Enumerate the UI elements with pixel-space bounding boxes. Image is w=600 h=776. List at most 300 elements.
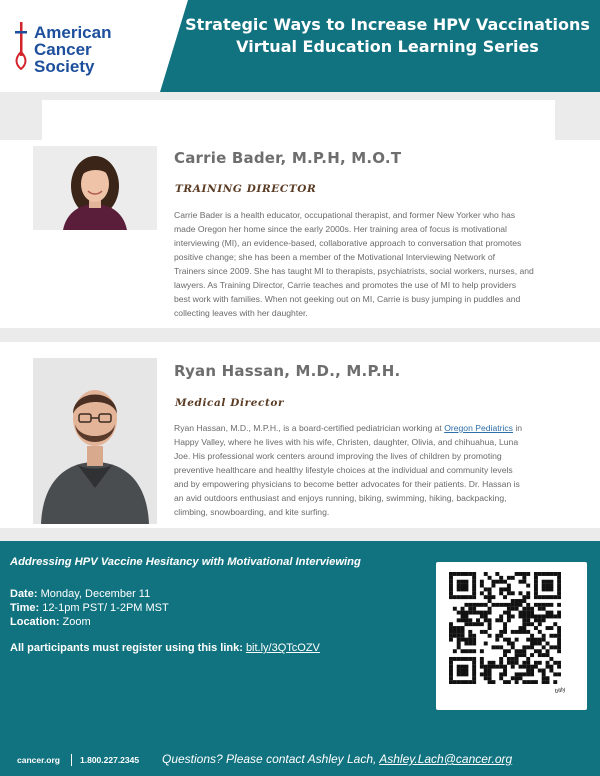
qr-module [526, 661, 530, 665]
qr-module [449, 634, 453, 638]
qr-module [515, 661, 519, 665]
qr-module [472, 595, 476, 599]
qr-module [472, 591, 476, 595]
qr-module [449, 587, 453, 591]
qr-module [449, 580, 453, 584]
qr-module [457, 580, 461, 584]
qr-module [449, 680, 453, 684]
qr-module [472, 669, 476, 673]
qr-module [449, 622, 453, 626]
footer-site-link[interactable]: cancer.org [17, 755, 60, 765]
speaker-photo-carrie [33, 146, 157, 230]
qr-module [519, 653, 523, 657]
qr-module [488, 587, 492, 591]
qr-module [522, 576, 526, 580]
qr-module [511, 676, 515, 680]
qr-module [457, 680, 461, 684]
bio-line: made Oregon her home since the early 2000s. Her training area of focus is motivational [174, 224, 507, 234]
qr-module [522, 649, 526, 653]
qr-module [461, 634, 465, 638]
qr-module [519, 630, 523, 634]
qr-module [484, 630, 488, 634]
qr-module [538, 622, 542, 626]
qr-module [526, 614, 530, 618]
qr-module [557, 638, 561, 642]
qr-module [468, 603, 472, 607]
qr-module [534, 572, 538, 576]
qr-module [546, 587, 550, 591]
qr-module [549, 584, 553, 588]
qr-module [461, 572, 465, 576]
qr-module [522, 630, 526, 634]
qr-module [472, 607, 476, 611]
qr-module [495, 603, 499, 607]
qr-module [503, 669, 507, 673]
qr-module [484, 614, 488, 618]
qr-module [515, 607, 519, 611]
qr-module [472, 638, 476, 642]
qr-module [484, 676, 488, 680]
title-line-1: Strategic Ways to Increase HPV Vaccinations [185, 15, 590, 34]
qr-module [519, 649, 523, 653]
qr-module [542, 572, 546, 576]
qr-module [511, 599, 515, 603]
qr-module [449, 584, 453, 588]
qr-module [503, 630, 507, 634]
qr-module [499, 614, 503, 618]
qr-module [464, 672, 468, 676]
qr-module [522, 665, 526, 669]
qr-module [507, 591, 511, 595]
qr-module [461, 607, 465, 611]
qr-module [491, 680, 495, 684]
qr-module [515, 672, 519, 676]
qr-module [472, 680, 476, 684]
qr-module [530, 642, 534, 646]
qr-module [464, 603, 468, 607]
qr-module [557, 626, 561, 630]
qr-module [511, 661, 515, 665]
qr-module [495, 645, 499, 649]
qr-module [472, 676, 476, 680]
qr-module [472, 576, 476, 580]
american-cancer-society-logo[interactable] [12, 20, 152, 80]
speaker-name-carrie: Carrie Bader, M.P.H, M.O.T [174, 149, 402, 167]
qr-module [464, 580, 468, 584]
qr-module [491, 595, 495, 599]
qr-module [515, 653, 519, 657]
qr-module [457, 672, 461, 676]
qr-module [530, 634, 534, 638]
qr-module [534, 591, 538, 595]
bio-line: Happy Valley, where he lives with his wife, Christen, daughter, Olivia, and chihuahua, Luna [174, 437, 519, 447]
qr-module [507, 680, 511, 684]
qr-module [553, 634, 557, 638]
qr-module [468, 634, 472, 638]
qr-module [499, 580, 503, 584]
qr-module [499, 591, 503, 595]
qr-module [488, 634, 492, 638]
qr-module [507, 657, 511, 661]
qr-module [488, 661, 492, 665]
qr-module [461, 630, 465, 634]
qr-module [488, 599, 492, 603]
qr-module [507, 649, 511, 653]
qr-module [472, 672, 476, 676]
time-value: 12-1pm PST/ 1-2PM MST [39, 602, 169, 614]
qr-module [468, 595, 472, 599]
qr-module [530, 611, 534, 615]
qr-module [449, 595, 453, 599]
qr-module [495, 638, 499, 642]
qr-module [557, 665, 561, 669]
qr-module [553, 595, 557, 599]
qr-module [457, 572, 461, 576]
qr-module [507, 642, 511, 646]
qr-module [519, 626, 523, 630]
logo-line-1: American [34, 23, 112, 42]
bio-line: collecting leaves with her daughter. [174, 308, 308, 318]
qr-module [546, 649, 550, 653]
bio-line: lawyers. As Training Director, Carrie teaches and promotes the use of MI to help providers [174, 280, 516, 290]
qr-module [526, 603, 530, 607]
qr-module [457, 611, 461, 615]
qr-module [549, 645, 553, 649]
qr-module [468, 611, 472, 615]
qr-module [464, 611, 468, 615]
qr-module [449, 572, 453, 576]
qr-module [484, 618, 488, 622]
qr-module [538, 572, 542, 576]
qr-module [538, 607, 542, 611]
qr-module [522, 572, 526, 576]
qr-module [549, 634, 553, 638]
qr-module [553, 614, 557, 618]
qr-module [484, 672, 488, 676]
qr-module [468, 642, 472, 646]
location-label: Location: [10, 616, 60, 628]
qr-module [526, 584, 530, 588]
qr-module [546, 626, 550, 630]
page-title [185, 14, 590, 58]
qr-module [542, 603, 546, 607]
qr-module [453, 595, 457, 599]
qr-module [488, 622, 492, 626]
qr-module [542, 638, 546, 642]
qr-module [538, 630, 542, 634]
qr-module [472, 661, 476, 665]
qr-module [511, 630, 515, 634]
qr-module [515, 676, 519, 680]
qr-module [457, 595, 461, 599]
qr-module [449, 638, 453, 642]
qr-module [542, 669, 546, 673]
qr-module [530, 665, 534, 669]
qr-module [534, 680, 538, 684]
qr-module [522, 618, 526, 622]
qr-module [449, 661, 453, 665]
qr-module [495, 580, 499, 584]
qr-module [534, 661, 538, 665]
qr-module [503, 611, 507, 615]
qr-module [499, 676, 503, 680]
qr-module [511, 665, 515, 669]
qr-module [472, 584, 476, 588]
qr-module [461, 657, 465, 661]
qr-module [499, 661, 503, 665]
qr-module [472, 611, 476, 615]
qr-module [461, 669, 465, 673]
qr-module [476, 622, 480, 626]
bio-line: positive change; she has been a member of the Motivational Interviewing Network of [174, 252, 496, 262]
qr-module [503, 672, 507, 676]
speaker-role-carrie: TRAINING DIRECTOR [175, 183, 317, 195]
qr-module [464, 618, 468, 622]
qr-module [472, 572, 476, 576]
qr-module [522, 622, 526, 626]
qr-module [542, 607, 546, 611]
qr-module [538, 642, 542, 646]
qr-module [468, 607, 472, 611]
qr-module [534, 665, 538, 669]
qr-module [464, 614, 468, 618]
qr-module [549, 595, 553, 599]
qr-module [557, 645, 561, 649]
qr-module [457, 634, 461, 638]
qr-module [449, 665, 453, 669]
bio-line-suffix: in [512, 423, 523, 433]
qr-module [549, 665, 553, 669]
qr-module [526, 622, 530, 626]
qr-module [542, 672, 546, 676]
qr-module [546, 584, 550, 588]
register-link[interactable]: bit.ly/3QTcOZV [245, 642, 320, 654]
qr-module [499, 657, 503, 661]
bio-line: an avid outdoors enthusiast and enjoys running, biking, swimming, hiking, backpacking, [174, 493, 507, 503]
qr-module [453, 680, 457, 684]
qr-module [549, 572, 553, 576]
qr-module [542, 587, 546, 591]
qr-module [457, 657, 461, 661]
qr-module [534, 642, 538, 646]
footer-contact [162, 752, 512, 766]
qr-module [503, 587, 507, 591]
qr-module [511, 591, 515, 595]
qr-module [507, 661, 511, 665]
qr-module [511, 642, 515, 646]
qr-module [488, 676, 492, 680]
qr-module [538, 638, 542, 642]
qr-module [472, 580, 476, 584]
qr-module [519, 614, 523, 618]
qr-module [484, 642, 488, 646]
qr-module [519, 611, 523, 615]
qr-module [461, 584, 465, 588]
qr-module [557, 584, 561, 588]
qr-module [522, 645, 526, 649]
qr-module [522, 626, 526, 630]
qr-module [522, 580, 526, 584]
qr-module [464, 638, 468, 642]
qr-module [499, 587, 503, 591]
bio-line: and by empowering physicians to become better advocates for their patients. Dr. Hassan is [174, 479, 520, 489]
qr-module [526, 657, 530, 661]
qr-module [491, 665, 495, 669]
qr-module [534, 576, 538, 580]
qr-module [534, 618, 538, 622]
qr-module [449, 676, 453, 680]
qr-module [472, 634, 476, 638]
qr-module [511, 645, 515, 649]
qr-module [549, 657, 553, 661]
qr-module [488, 611, 492, 615]
qr-brand: bitly [554, 686, 567, 696]
qr-module [546, 595, 550, 599]
qr-module [476, 618, 480, 622]
qr-module [526, 680, 530, 684]
qr-module [522, 595, 526, 599]
qr-module [546, 572, 550, 576]
qr-module [488, 665, 492, 669]
qr-module [468, 680, 472, 684]
qr-module [499, 645, 503, 649]
qr-module [515, 649, 519, 653]
qr-module [449, 669, 453, 673]
qr-module [526, 607, 530, 611]
qr-module [511, 603, 515, 607]
qr-module [464, 665, 468, 669]
qr-module [461, 649, 465, 653]
footer-question: Questions? Please contact Ashley Lach, [162, 752, 380, 766]
qr-module [472, 649, 476, 653]
qr-module [546, 680, 550, 684]
qr-module [507, 618, 511, 622]
qr-module [530, 669, 534, 673]
header [0, 0, 600, 92]
qr-module [488, 618, 492, 622]
qr-module [464, 595, 468, 599]
event-title: Addressing HPV Vaccine Hesitancy with Motivational Interviewing [10, 556, 361, 568]
qr-module [495, 634, 499, 638]
qr-module [530, 672, 534, 676]
qr-module [499, 630, 503, 634]
qr-module [453, 634, 457, 638]
qr-module [546, 614, 550, 618]
qr-module [461, 595, 465, 599]
qr-module [553, 622, 557, 626]
gray-band-middle [0, 328, 600, 342]
qr-module [457, 618, 461, 622]
qr-module [534, 595, 538, 599]
qr-module [449, 630, 453, 634]
qr-module [468, 572, 472, 576]
oregon-pediatrics-link[interactable]: Oregon Pediatrics [444, 423, 513, 433]
qr-module [449, 626, 453, 630]
qr-module [499, 634, 503, 638]
qr-module [480, 665, 484, 669]
footer-phone[interactable]: 1.800.227.2345 [80, 755, 140, 765]
qr-module [503, 622, 507, 626]
qr-module [530, 607, 534, 611]
qr-module [507, 603, 511, 607]
qr-module [542, 618, 546, 622]
qr-module [515, 630, 519, 634]
qr-module [511, 607, 515, 611]
qr-module [453, 572, 457, 576]
qr-module [511, 576, 515, 580]
bio-line: preventive healthcare and healthy lifestyle choices at the individual and community levels [174, 465, 513, 475]
qr-module [557, 614, 561, 618]
qr-module [519, 676, 523, 680]
register-text: All participants must register using this link: [10, 642, 246, 654]
footer-email-link[interactable]: Ashley.Lach@cancer.org [379, 752, 513, 766]
qr-code-icon[interactable] [449, 572, 561, 684]
qr-module [542, 634, 546, 638]
qr-module [526, 638, 530, 642]
date-value: Monday, December 11 [37, 588, 151, 600]
qr-module [522, 661, 526, 665]
qr-module [557, 642, 561, 646]
time-label: Time: [10, 602, 40, 614]
qr-module [557, 611, 561, 615]
qr-module [468, 630, 472, 634]
qr-module [464, 572, 468, 576]
qr-module [472, 642, 476, 646]
qr-module [530, 614, 534, 618]
qr-module [515, 657, 519, 661]
qr-module [522, 653, 526, 657]
qr-module [557, 591, 561, 595]
qr-module [484, 669, 488, 673]
qr-module [464, 680, 468, 684]
qr-module [499, 665, 503, 669]
qr-module [549, 580, 553, 584]
bio-line-prefix: Ryan Hassan, M.D., M.P.H., is a board-certified pediatrician working at [174, 423, 445, 433]
qr-module [546, 665, 550, 669]
qr-module [503, 626, 507, 630]
qr-module [461, 580, 465, 584]
qr-module [507, 576, 511, 580]
qr-module [491, 645, 495, 649]
qr-module [553, 672, 557, 676]
qr-module [526, 665, 530, 669]
qr-module [476, 611, 480, 615]
qr-module [511, 614, 515, 618]
sword-logo-icon [14, 22, 28, 70]
qr-module [538, 661, 542, 665]
qr-module [530, 645, 534, 649]
qr-module [476, 603, 480, 607]
qr-module [468, 638, 472, 642]
qr-module [484, 595, 488, 599]
qr-module [557, 576, 561, 580]
qr-module [515, 599, 519, 603]
qr-module [534, 587, 538, 591]
qr-module [522, 611, 526, 615]
qr-module [507, 638, 511, 642]
qr-module [526, 618, 530, 622]
event-date [10, 588, 150, 600]
qr-module [557, 587, 561, 591]
qr-module [546, 603, 550, 607]
qr-module [480, 603, 484, 607]
qr-module [522, 680, 526, 684]
qr-module [557, 572, 561, 576]
qr-module [480, 672, 484, 676]
bio-line: Trainers since 2009. She has taught MI to therapists, psychiatrists, social workers, nurses, and [174, 266, 534, 276]
qr-module [542, 580, 546, 584]
qr-module [519, 580, 523, 584]
